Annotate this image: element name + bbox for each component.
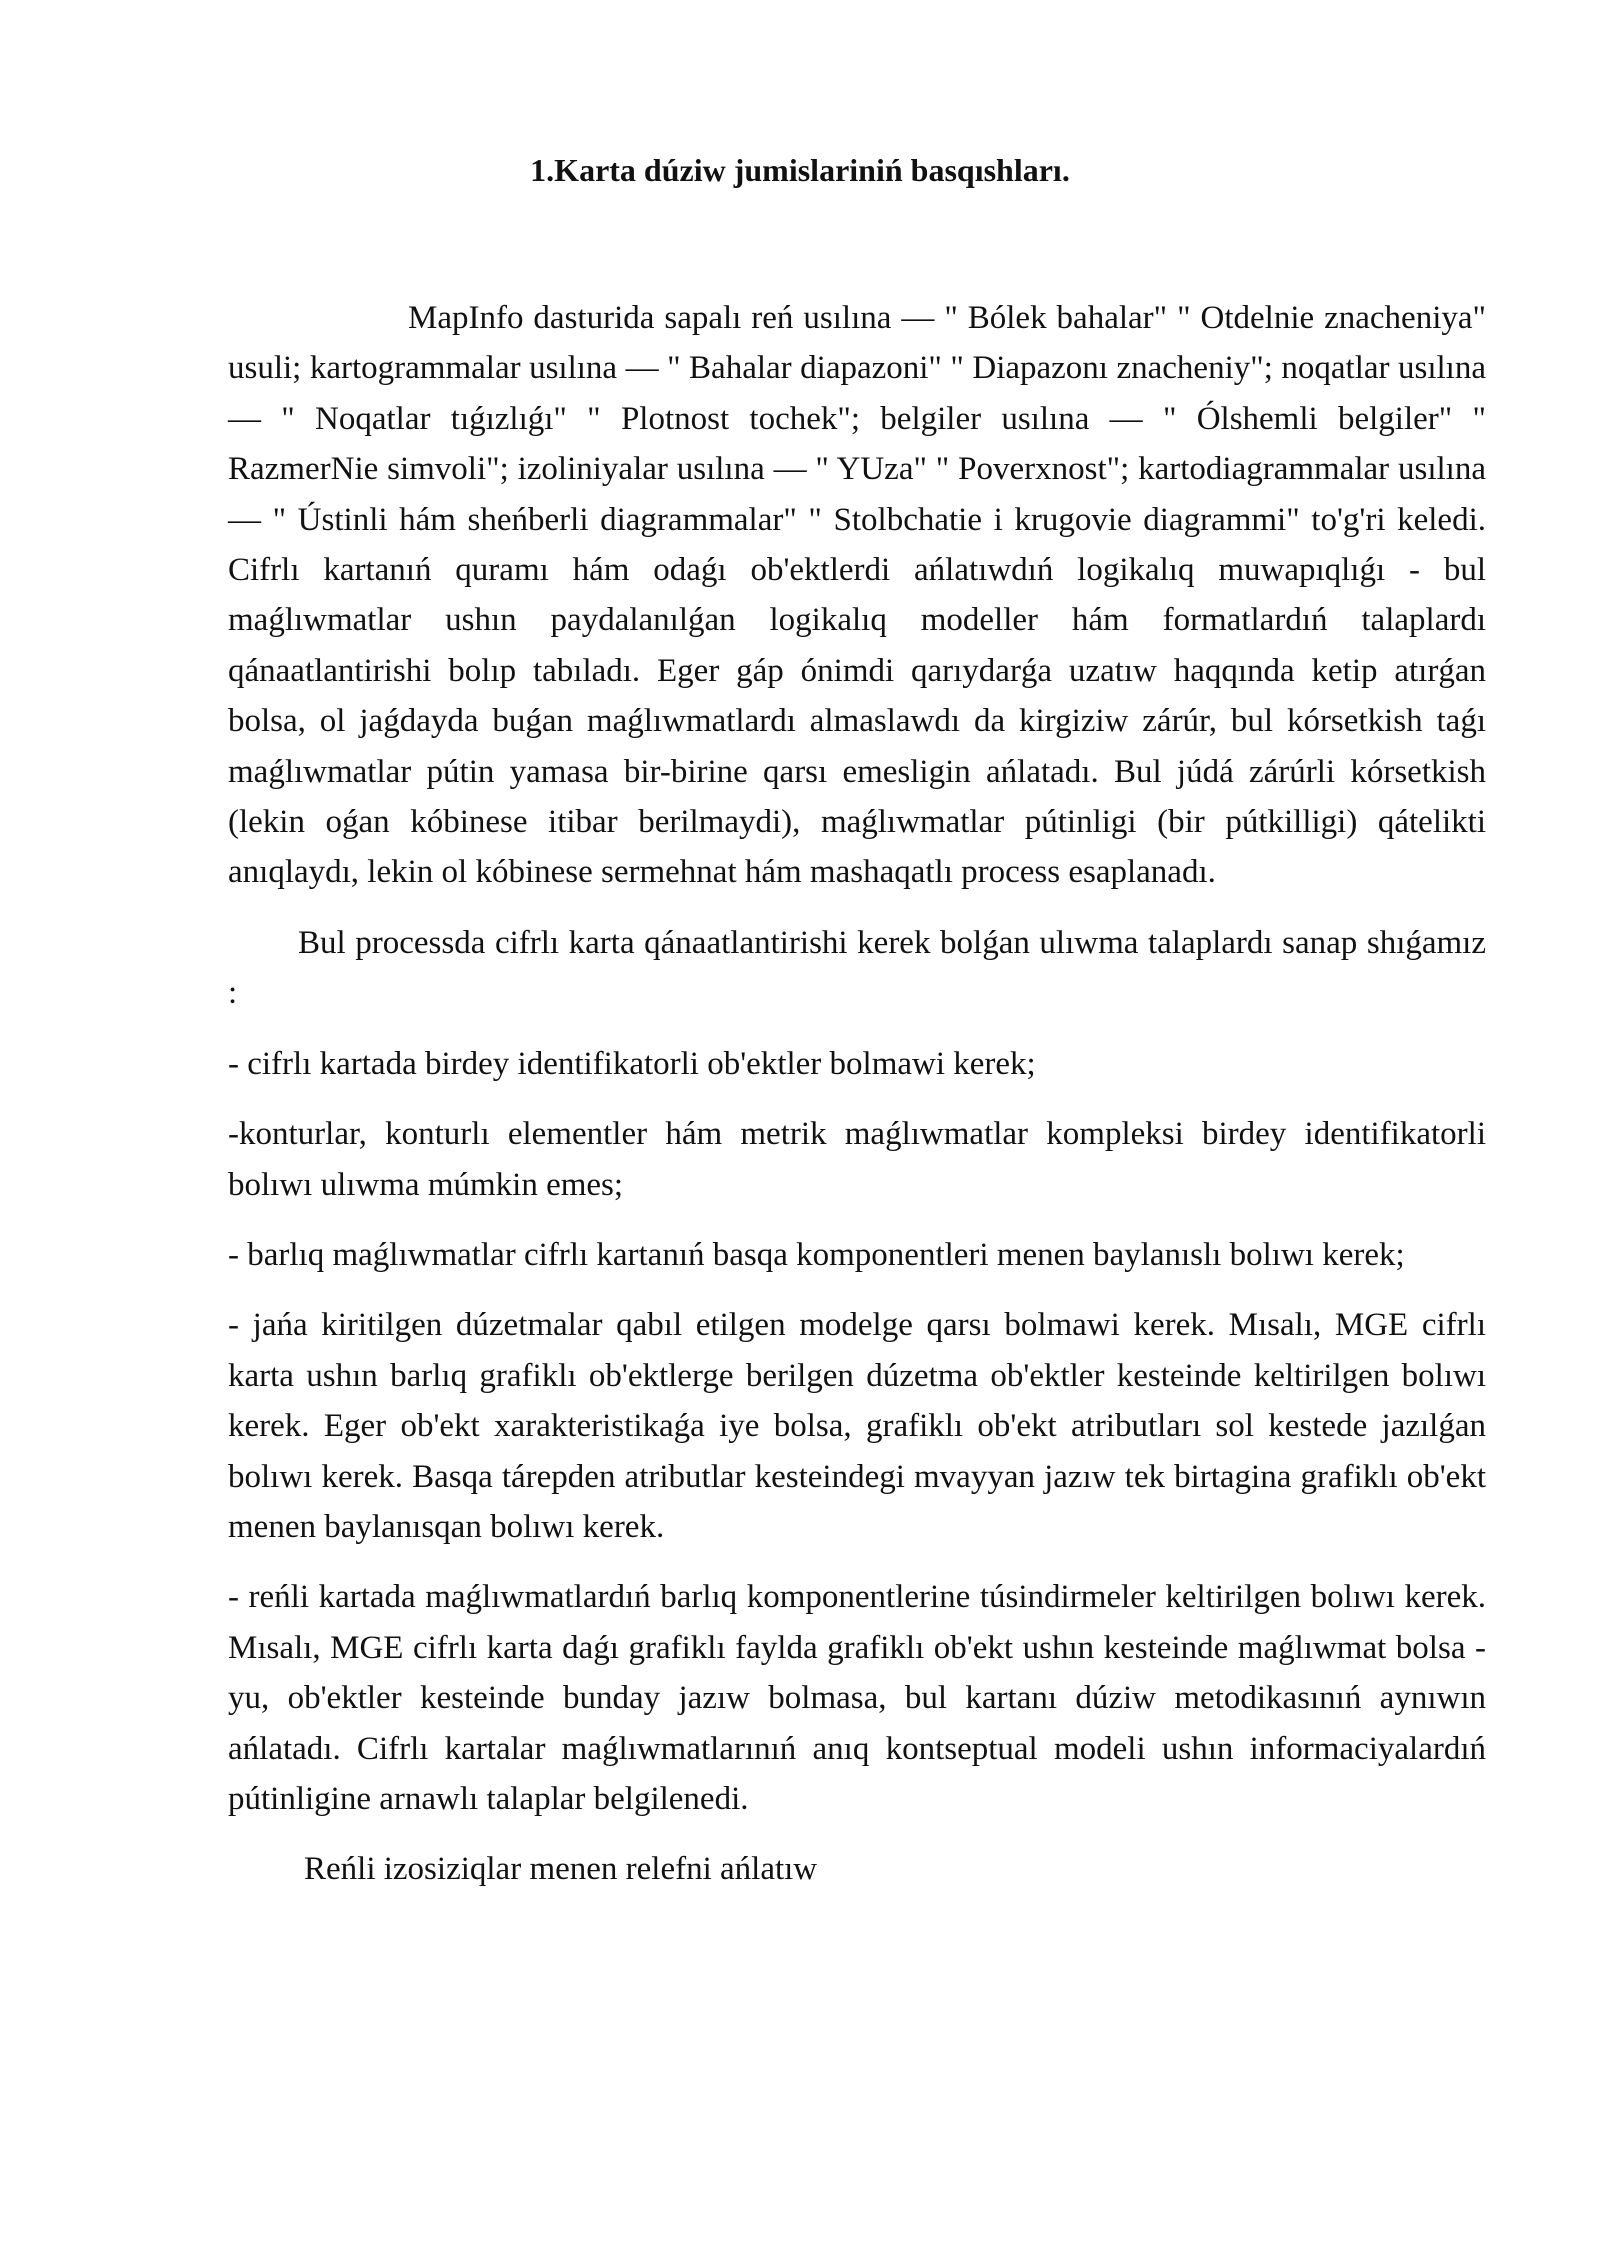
paragraph-mapinfo-methods: MapInfo dasturida sapalı reń usılına — " Bólek bahalar" " Otdelnie znacheniya" usuli; kartogrammalar usılına — " Bahalar diapazoni" " Diapazonı znacheniy"; noqatlar usılına — " Noqatlar tıǵızlıǵı" " Plotnost tochek"; belgiler usılına — " Ólshemli belgiler" " RazmerNie simvoli"; izoliniyalar usılına — " YUza" " Poverxnost"; kartodiagrammalar usılına — " Ústinli hám sheńberli diagrammalar" " Stolbchatie i krugovie diagrammi" to'g'ri keledi. Cifrlı kartanıń quramı hám odaǵı ob'ektlerdi ańlatıwdıń logikalıq muwapıqlıǵı - bul maǵlıwmatlar ushın paydalanılǵan logikalıq modeller hám formatlardıń talaplardı qánaatlantirishi bolıp tabıladı. Eger gáp ónimdi qarıydarǵa uzatıw haqqında ketip atırǵan bolsa, ol jaǵdayda buǵan maǵlıwmatlardı almaslawdı da kirgiziw zárúr, bul kórsetkish taǵı maǵlıwmatlar pútin yamasa bir-birine qarsı emesligin ańlatadı. Bul júdá zárúrli kórsetkish (lekin oǵan kóbinese itibar berilmaydi), maǵlıwmatlar pútinligi (bir pútkilligi) qátelikti anıqlaydı, lekin ol kóbinese sermehnat hám mashaqatlı process esaplanadı. [228, 300, 1486, 891]
section-heading-relief: Reńli izosiziqlar menen relefni ańlatıw [304, 1851, 818, 1888]
requirement-item-linked-data: - barlıq maǵlıwmatlar cifrlı kartanıń basqa komponentleri menen baylanıslı bolıwı kerek; [228, 1236, 1405, 1273]
paragraph-requirements-intro: Bul processda cifrlı karta qánaatlantirishi kerek bolǵan ulıwma talaplardı sanap shıǵamız : [228, 924, 1486, 1012]
requirement-item-explanations: - reńli kartada maǵlıwmatlardıń barlıq komponentlerine túsindirmeler keltirilgen bolıwı kerek. Mısalı, MGE cifrlı karta daǵı grafiklı faylda grafiklı ob'ekt ushın kesteinde maǵlıwmat bolsa -yu, ob'ektler kesteinde bunday jazıw bolmasa, bul kartanı dúziw metodikasınıń aynıwın ańlatadı. Cifrlı kartalar maǵlıwmatlarınıń anıq kontseptual modeli ushın informaciyalardıń pútinligine arnawlı talaplar belgilenedi. [228, 1579, 1486, 1817]
document-body [228, 293, 1486, 1915]
requirement-item-unique-ids: - cifrlı kartada birdey identifikatorli ob'ektler bolmawi kerek; [228, 1045, 1036, 1082]
requirement-item-corrections: - jańa kiritilgen dúzetmalar qabıl etilgen modelge qarsı bolmawi kerek. Mısalı, MGE cifrlı karta ushın barlıq grafiklı ob'ektlerge berilgen dúzetma ob'ektler kesteinde keltirilgen bolıwı kerek. Eger ob'ekt xarakteristikaǵa iye bolsa, grafiklı ob'ekt atributları sol kestede jazılǵan bolıwı kerek. Basqa tárepden atributlar kesteindegi mvayyan jazıw tek birtagina grafiklı ob'ekt menen baylanısqan bolıwı kerek. [228, 1307, 1486, 1545]
requirement-item-contours: -konturlar, konturlı elementler hám metrik maǵlıwmatlar kompleksi birdey identifikatorli bolıwı ulıwma múmkin emes; [228, 1116, 1486, 1203]
document-title: 1.Karta dúziw jumislariniń basqıshları. [530, 152, 1070, 188]
